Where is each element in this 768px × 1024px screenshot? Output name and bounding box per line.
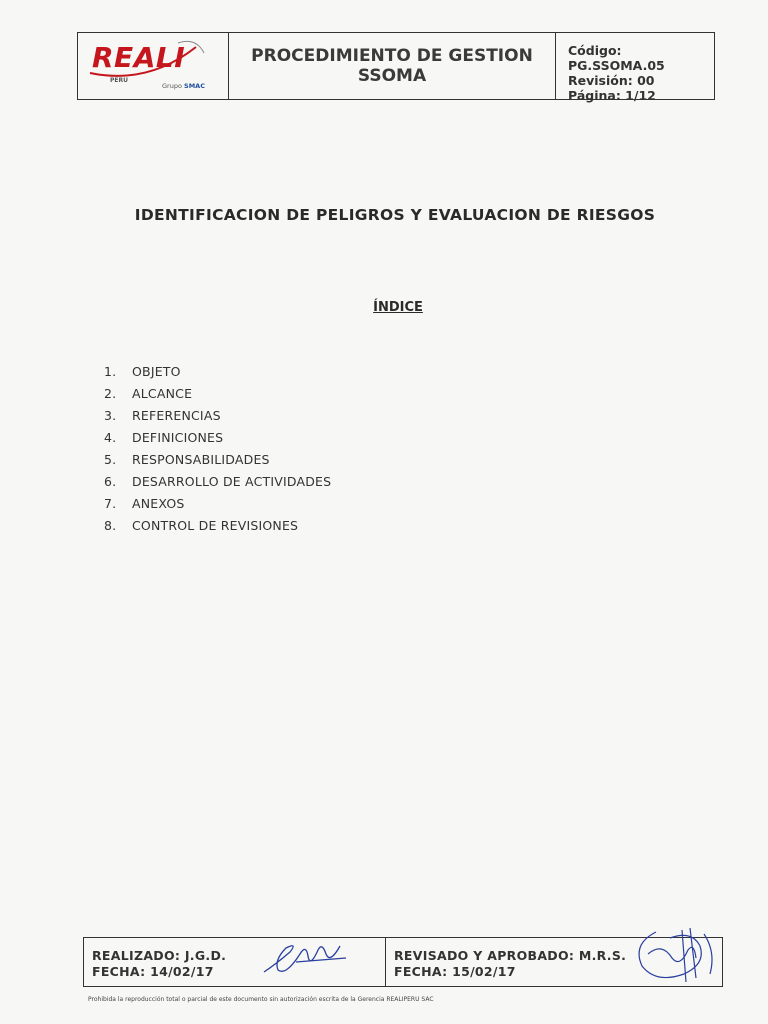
main-title: IDENTIFICACION DE PELIGROS Y EVALUACION DE RIESGOS [134,206,656,224]
index-title: ÍNDICE [373,300,423,315]
made-by-cell [84,938,386,986]
approval-footer [83,937,723,987]
toc-item: 1. OBJETO [104,364,331,386]
toc-label: DESARROLLO DE ACTIVIDADES [132,474,332,489]
signature-icon [626,924,722,990]
document-code: Código: PG.SSOMA.05 [568,43,665,73]
document-meta [556,33,714,103]
toc-label: DEFINICIONES [132,430,224,445]
procedure-title [229,33,556,99]
toc-label: ALCANCE [132,386,193,401]
toc-item: 5. RESPONSABILIDADES [104,452,331,474]
toc-label: RESPONSABILIDADES [132,452,270,467]
logo-brand: REALI [92,41,186,74]
toc-item: 2. ALCANCE [104,386,331,408]
toc-item: 8. CONTROL DE REVISIONES [104,518,331,540]
signature-icon [256,934,356,984]
toc-item: 4. DEFINICIONES [104,430,331,452]
logo-group: Grupo SMAC [162,82,205,90]
toc-item: 6. DESARROLLO DE ACTIVIDADES [104,474,331,496]
document-revision: Revisión: 00 [568,73,655,88]
made-by: REALIZADO: J.G.D. [92,948,227,963]
approved-by: REVISADO Y APROBADO: M.R.S. [394,948,627,963]
copyright-disclaimer: Prohibida la reproducción total o parcial de este documento sin autorización escrita de la Gerencia REALIPERU SAC [88,996,434,1003]
approved-by-cell [386,938,722,986]
approved-date: FECHA: 15/02/17 [394,964,516,979]
toc-item: 7. ANEXOS [104,496,331,518]
toc-label: CONTROL DE REVISIONES [132,518,299,533]
toc-label: ANEXOS [132,496,185,511]
made-date: FECHA: 14/02/17 [92,964,214,979]
table-of-contents [104,364,331,540]
toc-label: OBJETO [132,364,181,379]
document-header [77,32,715,103]
procedure-title-line1: PROCEDIMIENTO DE GESTION [251,46,533,66]
toc-item: 3. REFERENCIAS [104,408,331,430]
procedure-title-line2: SSOMA [357,66,427,86]
document-page-number: Página: 1/12 [568,88,656,103]
company-logo [78,33,229,99]
logo-sub: PERU [110,77,128,84]
toc-label: REFERENCIAS [132,408,221,423]
